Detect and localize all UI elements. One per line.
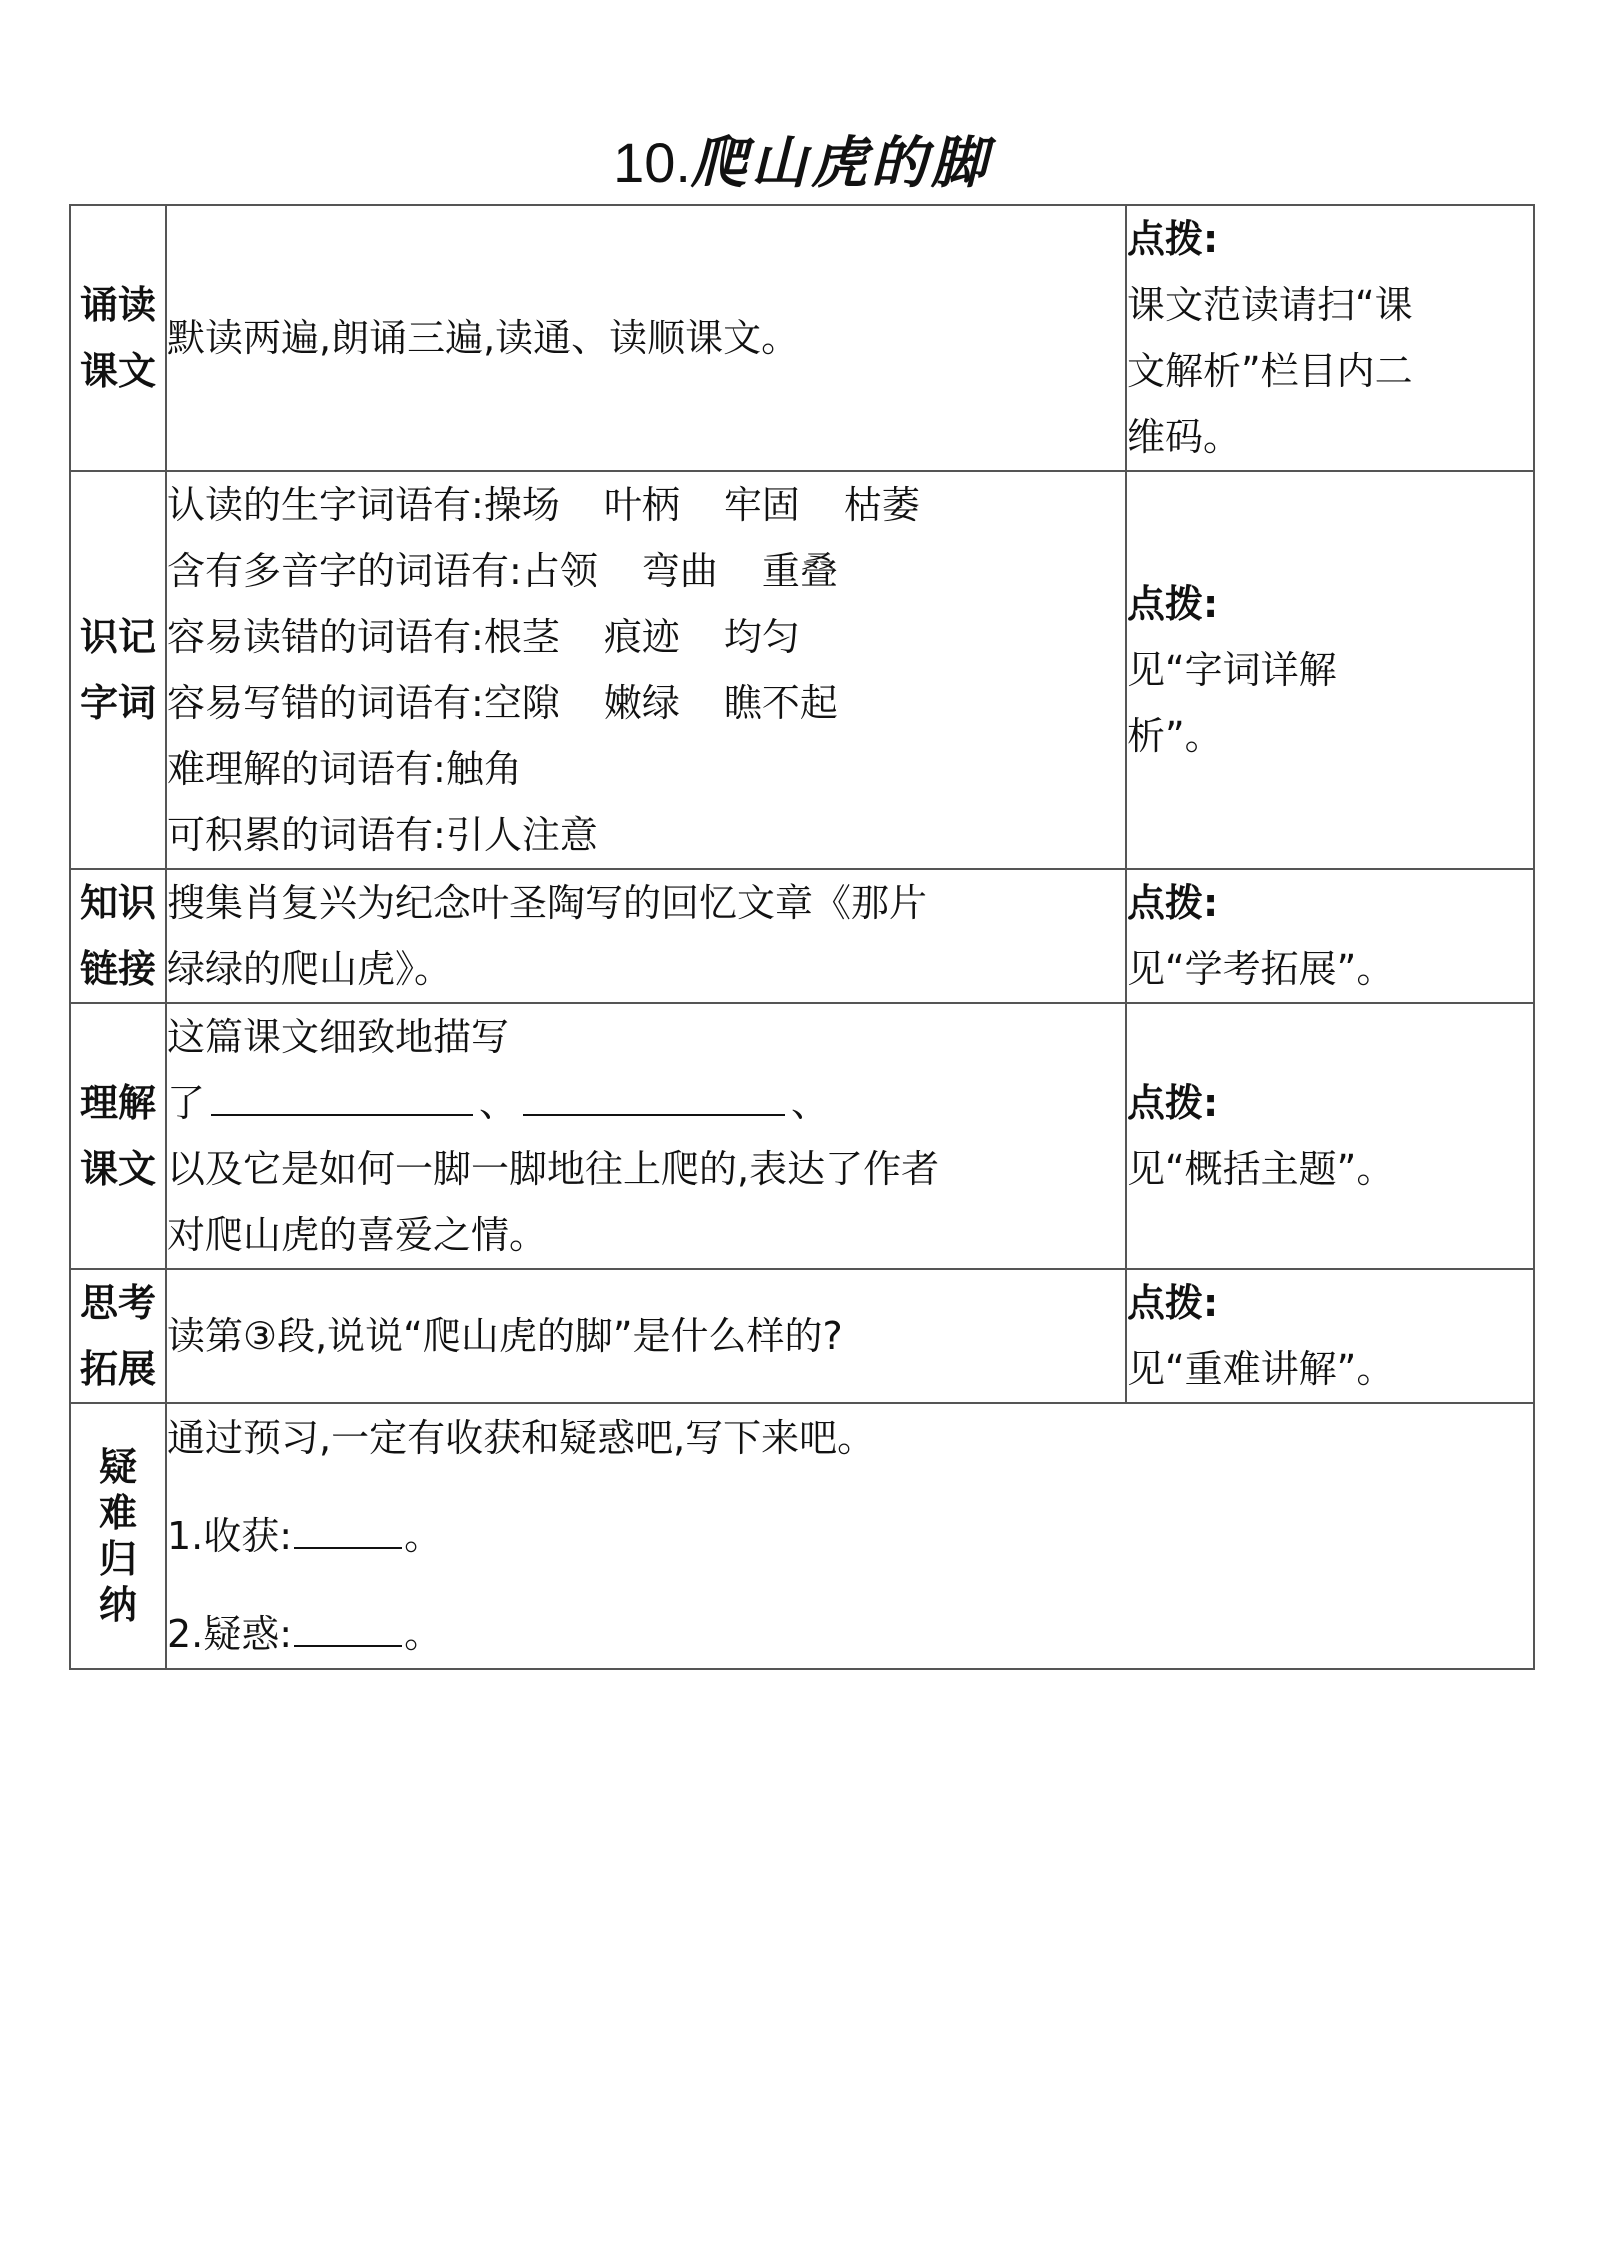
row-label: 疑 难 归 纳 (70, 1403, 166, 1669)
table-row (70, 869, 1534, 1003)
vocab-line: 容易读错的词语有:根茎 痕迹 均匀 (167, 615, 800, 659)
row-content: 这篇课文细致地描写 了 、 、 以及它是如何一脚一脚地往上爬的,表达了作者 对爬山虎的喜爱之情。 (166, 1003, 1126, 1269)
hint-heading: 点拨: (1127, 881, 1219, 925)
row-label: 识记 字词 (70, 471, 166, 869)
hint-cell: 点拨: 见“学考拓展”。 (1126, 869, 1534, 1003)
worksheet-title (0, 118, 1604, 208)
hint-heading: 点拨: (1127, 217, 1219, 261)
table-row (70, 1003, 1534, 1269)
hint-cell: 点拨: 课文范读请扫“课 文解析”栏目内二 维码。 (1126, 205, 1534, 471)
table-row (70, 1403, 1534, 1669)
hint-heading: 点拨: (1127, 1081, 1219, 1125)
doubt-blank[interactable] (294, 1605, 402, 1647)
doubt-line: 2.疑惑: 。 (167, 1601, 1533, 1667)
hint-cell: 点拨: 见“概括主题”。 (1126, 1003, 1534, 1269)
lesson-number: 10. (613, 131, 691, 194)
vocab-line: 容易写错的词语有:空隙 嫩绿 瞧不起 (167, 681, 838, 725)
vocab-line: 认读的生字词语有:操场 叶柄 牢固 枯萎 (167, 483, 920, 527)
vocab-list (166, 471, 1126, 869)
row-content: 读第③段,说说“爬山虎的脚”是什么样的? (166, 1269, 1126, 1403)
table-row (70, 205, 1534, 471)
row-label: 知识 链接 (70, 869, 166, 1003)
row-content: 搜集肖复兴为纪念叶圣陶写的回忆文章《那片 绿绿的爬山虎》。 (166, 869, 1126, 1003)
row-label: 思考 拓展 (70, 1269, 166, 1403)
hint-cell: 点拨: 见“重难讲解”。 (1126, 1269, 1534, 1403)
row-label: 诵读 课文 (70, 205, 166, 471)
answer-blank[interactable] (211, 1074, 473, 1116)
row-content: 默读两遍,朗诵三遍,读通、读顺课文。 (166, 205, 1126, 471)
gain-line: 1.收获: 。 (167, 1503, 1533, 1569)
table-row (70, 471, 1534, 869)
table-row (70, 1269, 1534, 1403)
row-label: 理解 课文 (70, 1003, 166, 1269)
hint-heading: 点拨: (1127, 1281, 1219, 1325)
hint-heading: 点拨: (1127, 582, 1219, 626)
gain-blank[interactable] (294, 1507, 402, 1549)
vocab-line: 含有多音字的词语有:占领 弯曲 重叠 (167, 549, 838, 593)
preview-table (69, 204, 1535, 1670)
summary-content: 通过预习,一定有收获和疑惑吧,写下来吧。 1.收获: 。 2.疑惑: 。 (166, 1403, 1534, 1669)
answer-blank[interactable] (523, 1074, 785, 1116)
lesson-name: 爬山虎的脚 (690, 130, 991, 196)
vocab-line: 难理解的词语有:触角 (167, 747, 522, 791)
hint-cell: 点拨: 见“字词详解 析”。 (1126, 471, 1534, 869)
vocab-line: 可积累的词语有:引人注意 (167, 813, 598, 857)
